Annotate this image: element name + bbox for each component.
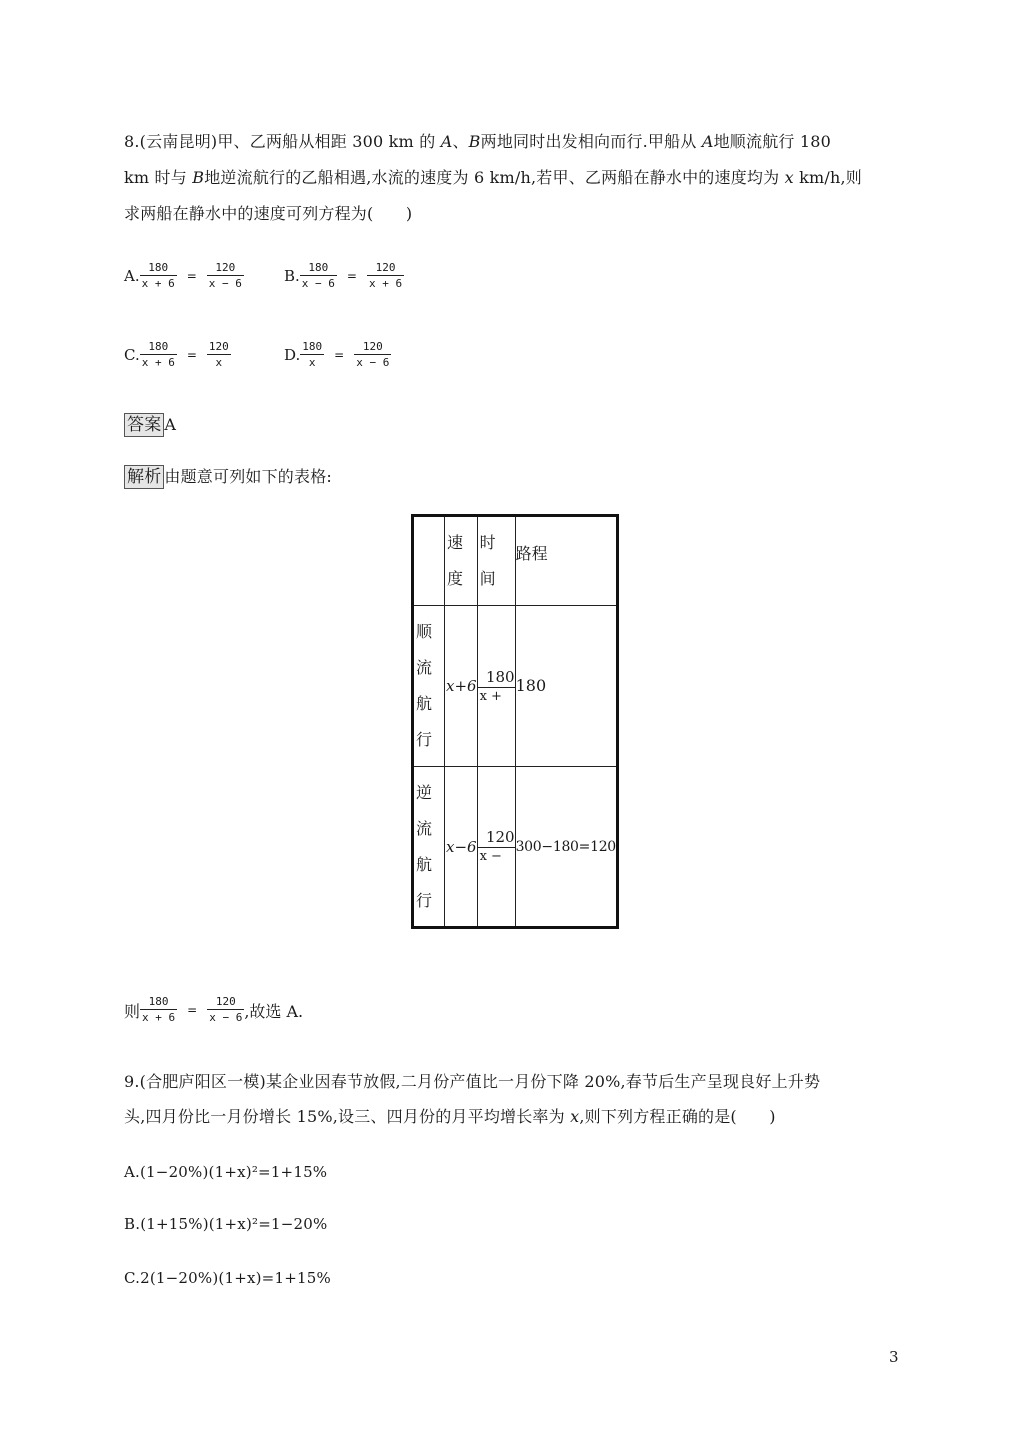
option-c xyxy=(124,341,231,369)
answer-value: A xyxy=(164,415,177,434)
option-label: B. xyxy=(284,267,300,285)
denominator: x xyxy=(207,354,231,369)
speed-cell: x+6 xyxy=(445,606,478,767)
numerator: 120 xyxy=(215,261,236,274)
table-row xyxy=(413,606,618,767)
denominator: x + 6 xyxy=(368,277,403,290)
fraction xyxy=(140,341,177,369)
option-a xyxy=(124,262,244,290)
numerator: 120 xyxy=(375,261,396,274)
header-speed xyxy=(445,516,478,606)
conclusion-prefix: 则 xyxy=(124,1001,141,1021)
denominator: x − xyxy=(478,847,515,866)
numerator: 180 xyxy=(148,995,169,1008)
fraction xyxy=(354,341,391,369)
var-a: A xyxy=(701,132,714,151)
q8-text: 地顺流航行 180 xyxy=(713,132,832,151)
header-time xyxy=(477,516,515,606)
distance-cell: 180 xyxy=(515,606,617,767)
denominator: x − 6 xyxy=(208,277,242,290)
analysis-text: 由题意可列如下的表格: xyxy=(164,467,332,486)
q8-text: 8.(云南昆明)甲、乙两船从相距 300 km 的 xyxy=(124,132,441,151)
numerator: 120 xyxy=(362,340,383,353)
numerator: 180 xyxy=(308,261,329,274)
corner-cell xyxy=(413,516,445,606)
q8-text: km 时与 xyxy=(124,168,193,187)
fraction xyxy=(207,996,244,1024)
q9-line-2 xyxy=(124,1107,776,1127)
q8-line-1 xyxy=(124,132,831,152)
option-label: D. xyxy=(284,346,301,364)
numerator: 180 xyxy=(148,340,169,353)
denominator: x xyxy=(300,354,324,369)
row-label-char: 流 xyxy=(416,658,433,677)
distance-cell: 300−180=120 xyxy=(515,767,617,928)
row-label-upstream xyxy=(413,767,445,928)
analysis-line xyxy=(124,465,332,489)
row-label-char: 行 xyxy=(416,890,433,910)
header-char: 度 xyxy=(447,569,464,588)
fraction xyxy=(140,996,177,1024)
q9-option-b: B.(1+15%)(1+x)²=1−20% xyxy=(124,1215,328,1233)
fraction xyxy=(207,341,231,369)
row-label-char: 行 xyxy=(416,730,433,749)
conclusion-suffix: ,故选 A. xyxy=(244,1001,304,1021)
q8-text: km/h,则 xyxy=(793,168,862,187)
equals-sign: = xyxy=(334,348,345,362)
fraction xyxy=(478,667,515,706)
q9-text: 头,四月份比一月份增长 15%,设三、四月份的月平均增长率为 xyxy=(124,1107,571,1126)
row-label-char: 逆 xyxy=(416,782,433,802)
var-a: A xyxy=(440,132,453,151)
header-distance: 路程 xyxy=(515,516,617,606)
equals-sign: = xyxy=(187,1003,198,1017)
denominator: x − 6 xyxy=(356,356,390,369)
analysis-label: 解析 xyxy=(124,465,164,489)
numerator: 180 xyxy=(302,340,323,353)
numerator: 180 xyxy=(485,667,515,686)
denominator: x + 6 xyxy=(142,1011,176,1024)
fraction xyxy=(207,262,244,290)
row-label-char: 航 xyxy=(416,694,433,713)
option-label: C. xyxy=(124,346,140,364)
speed-cell: x−6 xyxy=(445,767,478,928)
denominator: x + 6 xyxy=(141,277,175,290)
header-char: 速 xyxy=(447,533,464,552)
header-char: 时 xyxy=(479,533,496,552)
fraction xyxy=(300,341,324,369)
var-x: x xyxy=(570,1107,580,1126)
time-cell xyxy=(477,606,515,767)
conclusion-line xyxy=(124,996,303,1024)
denominator: x − 6 xyxy=(209,1011,243,1024)
fraction xyxy=(140,262,177,290)
q9-text: ,则下列方程正确的是( ) xyxy=(579,1107,776,1126)
page-number: 3 xyxy=(889,1348,899,1366)
q8-line-2 xyxy=(124,168,862,188)
option-d xyxy=(284,341,391,369)
numerator: 180 xyxy=(148,261,169,274)
row-label-char: 顺 xyxy=(416,622,433,641)
time-cell xyxy=(477,767,515,928)
denominator: x + xyxy=(478,687,515,706)
var-x: x xyxy=(784,168,794,187)
numerator: 120 xyxy=(208,340,229,353)
option-label: A. xyxy=(124,267,140,285)
table-header-row xyxy=(413,516,618,606)
row-label-char: 流 xyxy=(416,818,433,838)
separator: 、 xyxy=(452,132,469,151)
var-b: B xyxy=(192,168,205,187)
fraction xyxy=(300,262,337,290)
q9-option-a: A.(1−20%)(1+x)²=1+15% xyxy=(124,1163,328,1181)
q9-line-1: 9.(合肥庐阳区一模)某企业因春节放假,二月份产值比一月份下降 20%,春节后生产呈现良好上升势 xyxy=(124,1072,821,1091)
denominator: x + 6 xyxy=(141,356,175,369)
fraction xyxy=(478,827,515,866)
q8-line-3: 求两船在静水中的速度可列方程为( ) xyxy=(124,204,413,223)
row-label-downstream xyxy=(413,606,445,767)
equals-sign: = xyxy=(186,348,197,362)
q8-text: 地逆流航行的乙船相遇,水流的速度为 6 km/h,若甲、乙两船在静水中的速度均为 xyxy=(204,168,785,187)
denominator: x − 6 xyxy=(301,277,335,290)
table-row xyxy=(413,767,618,928)
row-label-char: 航 xyxy=(416,854,433,874)
q9-option-c: C.2(1−20%)(1+x)=1+15% xyxy=(124,1269,331,1287)
speed-time-distance-table xyxy=(411,514,619,929)
var-b: B xyxy=(468,132,481,151)
q8-text: 两地同时出发相向而行.甲船从 xyxy=(480,132,702,151)
numerator: 120 xyxy=(215,995,236,1008)
equals-sign: = xyxy=(346,269,357,283)
header-char: 间 xyxy=(479,569,496,588)
answer-label: 答案 xyxy=(124,413,164,437)
answer-line xyxy=(124,413,176,437)
option-b xyxy=(284,262,404,290)
numerator: 120 xyxy=(485,828,515,846)
fraction xyxy=(367,262,404,290)
equals-sign: = xyxy=(186,269,197,283)
